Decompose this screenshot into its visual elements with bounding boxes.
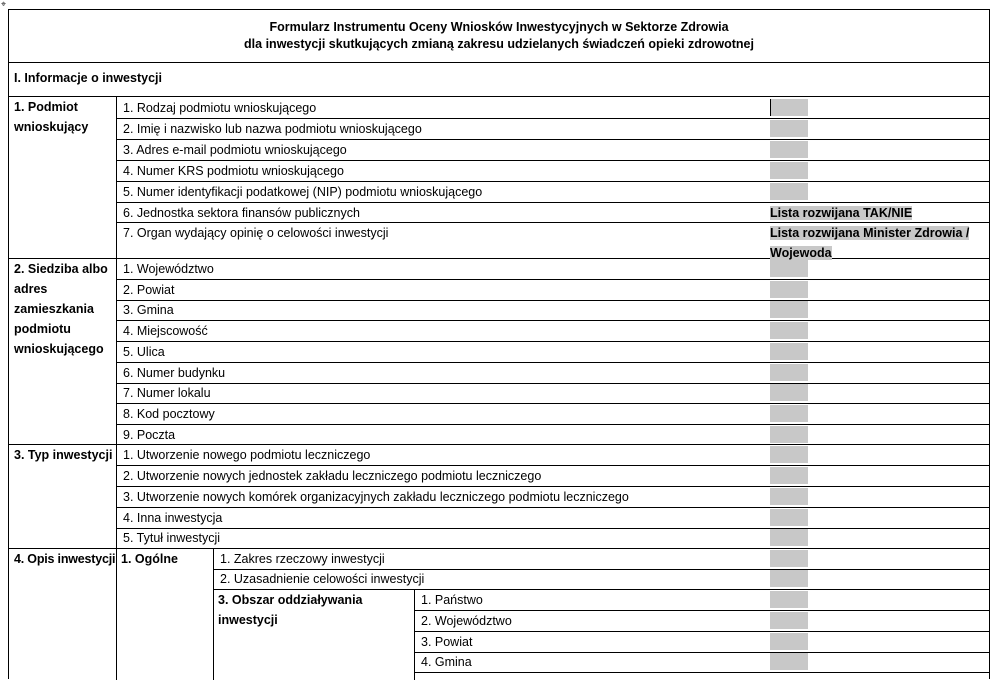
row-label: 7. Organ wydający opinię o celowości inwestycji: [123, 226, 389, 240]
row-line: [414, 652, 989, 653]
row-label: 2. Uzasadnienie celowości inwestycji: [220, 572, 425, 586]
powiat-field[interactable]: [770, 281, 808, 298]
wojewodztwo-field[interactable]: [770, 260, 808, 277]
row-line: [414, 672, 989, 673]
email-field[interactable]: [770, 141, 808, 158]
organ-dropdown-label-2: Wojewoda: [770, 246, 832, 260]
form-title: [9, 10, 989, 63]
obszar-powiat-field[interactable]: [770, 633, 808, 650]
row-label: 1. Państwo: [421, 593, 483, 607]
krs-field[interactable]: [770, 162, 808, 179]
section-heading: I. Informacje o inwestycji: [9, 63, 989, 97]
tytul-inwestycji-field[interactable]: [770, 529, 808, 546]
gmina-field[interactable]: [770, 301, 808, 318]
row-label: 6. Numer budynku: [123, 366, 226, 380]
panstwo-field[interactable]: [770, 591, 808, 608]
row-line: [116, 383, 989, 384]
group-podmiot-wnioskujacy: 1. Podmiot wnioskujący: [14, 100, 89, 134]
row-line: [116, 424, 989, 425]
row-line: [116, 300, 989, 301]
numer-lokalu-field[interactable]: [770, 384, 808, 401]
obszar-wojewodztwo-field[interactable]: [770, 612, 808, 629]
group-opis-inwestycji: 4. Opis inwestycji: [14, 552, 116, 566]
organ-dropdown-label-1: Lista rozwijana Minister Zdrowia /: [770, 226, 970, 240]
row-label: 8. Kod pocztowy: [123, 407, 215, 421]
nowe-jednostki-field[interactable]: [770, 467, 808, 484]
nowy-podmiot-field[interactable]: [770, 446, 808, 463]
row-label: 4. Numer KRS podmiotu wnioskującego: [123, 164, 344, 178]
form-title-line1: Formularz Instrumentu Oceny Wniosków Inwestycyjnych w Sektorze Zdrowia: [269, 20, 729, 34]
row-label: 7. Numer lokalu: [123, 386, 211, 400]
row-label: 5. Ulica: [123, 345, 165, 359]
tak-nie-dropdown-label: Lista rozwijana TAK/NIE: [770, 206, 913, 220]
row-line: [116, 507, 989, 508]
row-label: 1. Zakres rzeczowy inwestycji: [220, 552, 385, 566]
row-label: 4. Miejscowość: [123, 324, 208, 338]
row-label: 5. Tytuł inwestycji: [123, 531, 221, 545]
row-label: 4. Gmina: [421, 655, 472, 669]
obszar-gmina-field[interactable]: [770, 653, 808, 670]
anchor-icon: ⌖: [1, 0, 7, 9]
subgroup-obszar-oddzialywania: 3. Obszar oddziaływania inwestycji: [218, 593, 363, 627]
inna-inwestycja-field[interactable]: [770, 509, 808, 526]
row-label: 2. Województwo: [421, 614, 512, 628]
row-label: 3. Gmina: [123, 303, 174, 317]
row-label: 1. Utworzenie nowego podmiotu leczniczego: [123, 448, 371, 462]
row-label: 2. Powiat: [123, 283, 175, 297]
row-label: 3. Utworzenie nowych komórek organizacyjnych zakładu leczniczego podmiotu leczniczego: [123, 490, 629, 504]
investment-form: [8, 9, 990, 679]
nip-field[interactable]: [770, 183, 808, 200]
kod-pocztowy-field[interactable]: [770, 405, 808, 422]
row-label: 1. Województwo: [123, 262, 214, 276]
zakres-rzeczowy-field[interactable]: [770, 550, 808, 567]
uzasadnienie-field[interactable]: [770, 570, 808, 587]
group-siedziba: 2. Siedziba albo adres zamieszkania podmiotu wnioskującego: [14, 262, 108, 356]
numer-budynku-field[interactable]: [770, 364, 808, 381]
poczta-field[interactable]: [770, 426, 808, 443]
form-title-line2: dla inwestycji skutkujących zmianą zakresu udzielanych świadczeń opieki zdrowotnej: [244, 37, 754, 51]
row-label: 9. Poczta: [123, 428, 176, 442]
organ-dropdown[interactable]: [770, 223, 969, 263]
text-cursor: [770, 99, 771, 116]
subgroup-ogolne: 1. Ogólne: [121, 552, 178, 566]
nazwa-podmiotu-field[interactable]: [770, 120, 808, 137]
row-label: 1. Rodzaj podmiotu wnioskującego: [123, 101, 317, 115]
row-line: [116, 528, 989, 529]
miejscowosc-field[interactable]: [770, 322, 808, 339]
row-line: [414, 631, 989, 632]
row-line: [116, 320, 989, 321]
row-line: [116, 362, 989, 363]
row-label: 6. Jednostka sektora finansów publicznych: [123, 206, 360, 220]
group-typ-inwestycji: 3. Typ inwestycji: [14, 448, 113, 462]
row-label: 5. Numer identyfikacji podatkowej (NIP) podmiotu wnioskującego: [123, 185, 483, 199]
tak-nie-dropdown[interactable]: [770, 203, 912, 223]
row-label: 2. Imię i nazwisko lub nazwa podmiotu wnioskującego: [123, 122, 422, 136]
row-line: [116, 403, 989, 404]
nowe-komorki-field[interactable]: [770, 488, 808, 505]
row-label: 4. Inna inwestycja: [123, 511, 223, 525]
row-label: 3. Powiat: [421, 635, 473, 649]
row-line: [116, 341, 989, 342]
row-label: 2. Utworzenie nowych jednostek zakładu leczniczego podmiotu leczniczego: [123, 469, 542, 483]
ulica-field[interactable]: [770, 343, 808, 360]
row-line: [116, 279, 989, 280]
row-label: 3. Adres e-mail podmiotu wnioskującego: [123, 143, 347, 157]
rodzaj-podmiotu-field[interactable]: [770, 99, 808, 116]
